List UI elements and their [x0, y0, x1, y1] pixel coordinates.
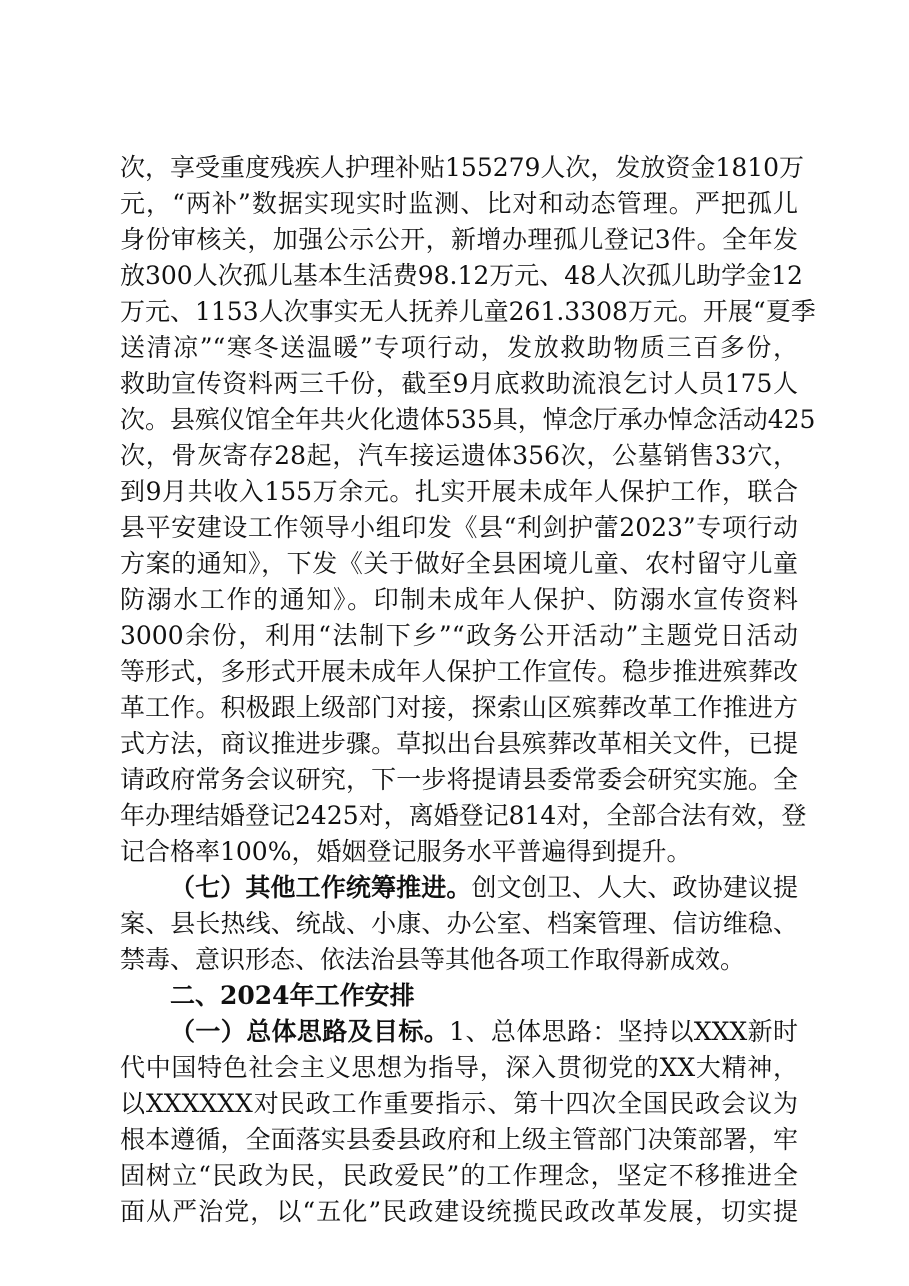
- body-line: 次，享受重度残疾人护理补贴155279人次，发放资金1810万: [120, 153, 805, 182]
- section-1-text: 1、总体思路：坚持以XXX新时: [449, 1017, 798, 1046]
- body-line: 请政府常务会议研究，下一步将提请县委常委会研究实施。全: [120, 765, 798, 794]
- section-7-title: （七）其他工作统筹推进。: [170, 873, 472, 902]
- body-line: 到9月共收入155万余元。扎实开展未成年人保护工作，联合: [120, 477, 798, 506]
- body-line: 方案的通知》，下发《关于做好全县困境儿童、农村留守儿童: [120, 549, 798, 578]
- body-line: 面从严治党，以“五化”民政建设统揽民政改革发展，切实提: [120, 1197, 798, 1226]
- body-line: 县平安建设工作领导小组印发《县“利剑护蕾2023”专项行动: [120, 513, 798, 542]
- section-7-text: 创文创卫、人大、政协建议提: [471, 873, 798, 902]
- body-line: 身份审核关，加强公示公开，新增办理孤儿登记3件。全年发: [120, 225, 798, 254]
- body-line: 式方法，商议推进步骤。草拟出台县殡葬改革相关文件，已提: [120, 729, 798, 758]
- section-7-line: 禁毒、意识形态、依法治县等其他各项工作取得新成效。: [120, 945, 746, 974]
- section-7-line: [170, 870, 798, 906]
- body-line: 万元、1153人次事实无人抚养儿童261.3308万元。开展“夏季: [120, 297, 816, 326]
- body-line: 以XXXXXX对民政工作重要指示、第十四次全国民政会议为: [120, 1089, 798, 1118]
- body-line: 根本遵循，全面落实县委县政府和上级主管部门决策部署，牢: [120, 1125, 798, 1154]
- body-line: 次。县殡仪馆全年共火化遗体535具，悼念厅承办悼念活动425: [120, 405, 816, 434]
- section-7-line: 案、县长热线、统战、小康、办公室、档案管理、信访维稳、: [120, 909, 798, 938]
- body-line: 防溺水工作的通知》。印制未成年人保护、防溺水宣传资料: [120, 585, 798, 614]
- body-line: 等形式，多形式开展未成年人保护工作宣传。稳步推进殡葬改: [120, 657, 798, 686]
- body-line: 固树立“民政为民，民政爱民”的工作理念，坚定不移推进全: [120, 1161, 798, 1190]
- body-line: 元，“两补”数据实现实时监测、比对和动态管理。严把孤儿: [120, 189, 798, 218]
- body-line: 救助宣传资料两三千份，截至9月底救助流浪乞讨人员175人: [120, 369, 798, 398]
- body-line: 代中国特色社会主义思想为指导，深入贯彻党的XX大精神，: [120, 1053, 798, 1082]
- body-line: 次，骨灰寄存28起，汽车接运遗体356次，公墓销售33穴，: [120, 441, 798, 470]
- body-line: 3000余份，利用“法制下乡”“政务公开活动”主题党日活动: [120, 621, 798, 650]
- body-line: 记合格率100%，婚姻登记服务水平普遍得到提升。: [120, 837, 692, 866]
- section-heading: 二、2024年工作安排: [170, 981, 415, 1010]
- section-1-line: [170, 1014, 798, 1050]
- body-line: 放300人次孤儿基本生活费98.12万元、48人次孤儿助学金12: [120, 261, 803, 290]
- body-line: 革工作。积极跟上级部门对接，探索山区殡葬改革工作推进方: [120, 693, 798, 722]
- body-line: 送清凉”“寒冬送温暖”专项行动，发放救助物质三百多份，: [120, 333, 798, 362]
- body-line: 年办理结婚登记2425对，离婚登记814对，全部合法有效，登: [120, 801, 807, 830]
- section-1-title: （一）总体思路及目标。: [170, 1017, 450, 1046]
